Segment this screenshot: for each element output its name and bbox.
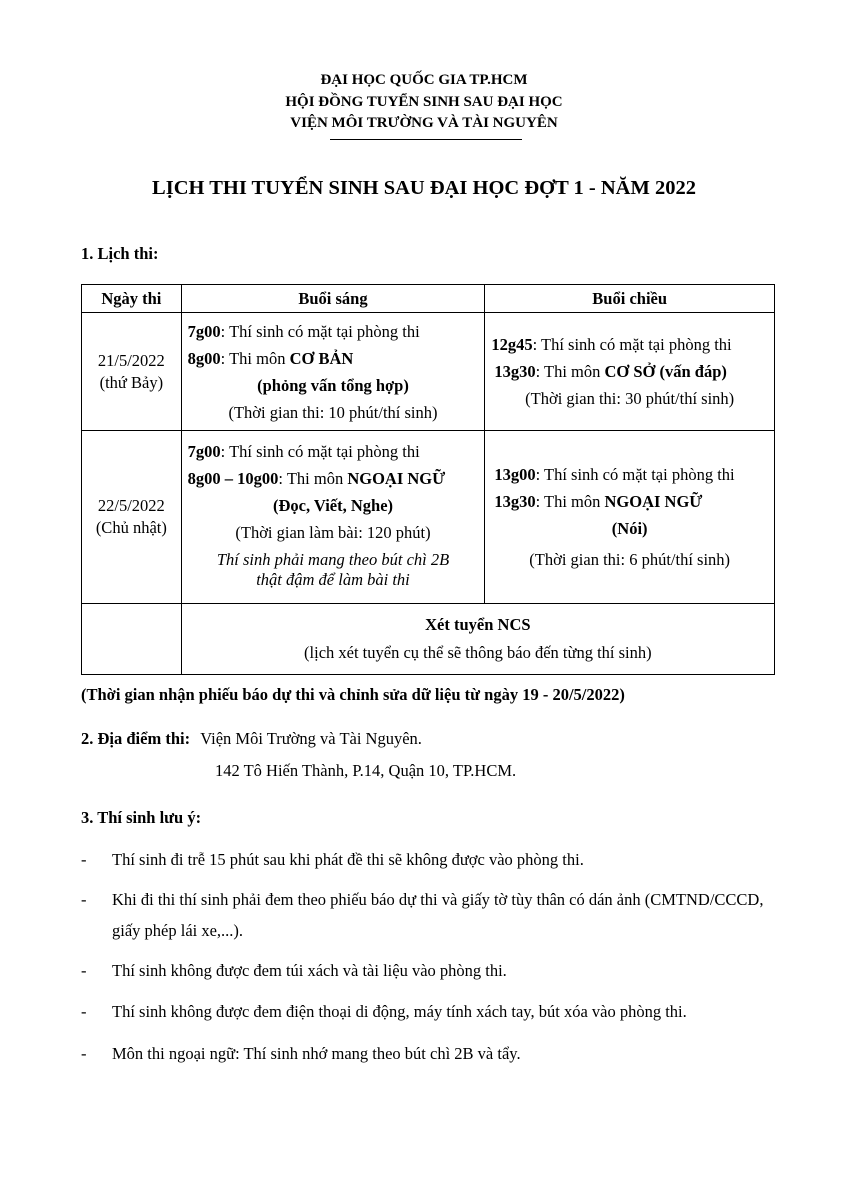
row2-am-note-line2: thật đậm để làm bài thi	[256, 570, 410, 589]
table-row	[82, 431, 775, 604]
row2-date: 22/5/2022	[97, 496, 165, 515]
row2-am-subject-detail: (Đọc, Viết, Nghe)	[272, 496, 394, 515]
row1-date-cell	[82, 313, 182, 431]
list-item	[81, 1038, 771, 1069]
list-item	[81, 884, 771, 946]
list-item	[81, 996, 771, 1027]
exam-location-name: Viện Môi Trường và Tài Nguyên.	[200, 729, 422, 748]
row2-pm-time2-text: : Thi môn	[535, 492, 605, 511]
row2-am-duration: (Thời gian làm bài: 120 phút)	[235, 523, 431, 542]
bullet-dash: -	[81, 850, 87, 869]
row2-pm-subject-detail: (Nói)	[611, 519, 648, 538]
row1-pm-time1-text: : Thí sinh có mặt tại phòng thi	[532, 335, 732, 354]
note-item-2: Khi đi thi thí sinh phải đem theo phiếu báo dự thi và giấy tờ tùy thân có dán ảnh (CMTND/CCCD, giấy phép lái xe,...).	[112, 890, 764, 940]
row2-am-time2: 8g00 – 10g00	[187, 469, 279, 488]
table-row	[82, 604, 775, 675]
row1-weekday: (thứ Bảy)	[99, 372, 164, 392]
exam-location-address: 142 Tô Hiến Thành, P.14, Quận 10, TP.HCM.	[215, 761, 517, 780]
row2-pm-subject: NGOẠI NGỮ	[604, 492, 703, 511]
row2-date-cell	[82, 431, 182, 604]
list-item	[81, 844, 771, 875]
row2-weekday: (Chủ nhật)	[95, 518, 167, 537]
bullet-dash: -	[81, 961, 87, 980]
row2-morning-cell	[181, 431, 485, 604]
row1-am-time1-text: : Thí sinh có mặt tại phòng thi	[220, 321, 420, 341]
bullet-dash: -	[81, 1002, 87, 1021]
row1-pm-duration: (Thời gian thi: 30 phút/thí sinh)	[525, 389, 735, 408]
header-council: HỘI ĐỒNG TUYỂN SINH SAU ĐẠI HỌC	[285, 93, 563, 110]
header-divider	[330, 139, 522, 140]
row1-pm-subject: CƠ SỞ (vấn đáp)	[604, 362, 727, 381]
exam-schedule-table	[81, 284, 775, 675]
row1-am-time1: 7g00	[187, 321, 221, 341]
header-university: ĐẠI HỌC QUỐC GIA TP.HCM	[320, 72, 528, 88]
bullet-dash: -	[81, 1044, 87, 1063]
row3-ncs-cell	[181, 604, 774, 675]
header-date: Ngày thi	[82, 285, 182, 313]
header-morning: Buổi sáng	[181, 285, 485, 313]
table-header-row	[82, 285, 775, 313]
section-1-title: 1. Lịch thi:	[81, 244, 159, 263]
row1-am-time2: 8g00	[187, 348, 221, 368]
row1-date: 21/5/2022	[97, 350, 165, 370]
row2-pm-time1-text: : Thí sinh có mặt tại phòng thi	[535, 465, 735, 484]
section-3-title: 3. Thí sinh lưu ý:	[81, 808, 202, 827]
row1-am-subject: CƠ BẢN	[289, 348, 354, 368]
header-afternoon: Buổi chiều	[485, 285, 775, 313]
document-title: LỊCH THI TUYỂN SINH SAU ĐẠI HỌC ĐỢT 1 - NĂM 2022	[152, 177, 696, 199]
row2-am-time1-text: : Thí sinh có mặt tại phòng thi	[220, 442, 420, 461]
row3-ncs-title: Xét tuyển NCS	[425, 615, 531, 634]
note-item-4: Thí sinh không được đem điện thoại di động, máy tính xách tay, bút xóa vào phòng thi.	[112, 1002, 687, 1021]
document-header	[0, 70, 848, 135]
row2-am-time2-text: : Thi môn	[278, 469, 348, 488]
row1-pm-time2: 13g30	[494, 362, 536, 381]
note-item-5: Môn thi ngoại ngữ: Thí sinh nhớ mang theo bút chì 2B và tẩy.	[112, 1044, 521, 1063]
row2-am-note-line1: Thí sinh phải mang theo bút chì 2B	[216, 550, 450, 569]
row2-pm-time2: 13g30	[494, 492, 536, 511]
bullet-dash: -	[81, 890, 87, 909]
header-institute: VIỆN MÔI TRƯỜNG VÀ TÀI NGUYÊN	[290, 115, 558, 131]
row2-pm-duration: (Thời gian thi: 6 phút/thí sinh)	[529, 550, 731, 569]
row1-morning-cell	[181, 313, 485, 431]
row2-pm-time1: 13g00	[494, 465, 536, 484]
row1-am-subject-detail: (phỏng vấn tổng hợp)	[257, 375, 409, 395]
row2-afternoon-cell	[485, 431, 775, 604]
exam-location	[81, 729, 422, 749]
row3-date-cell	[82, 604, 182, 675]
registration-note: (Thời gian nhận phiếu báo dự thi và chỉnh sửa dữ liệu từ ngày 19 - 20/5/2022)	[81, 685, 625, 704]
row1-am-duration: (Thời gian thi: 10 phút/thí sinh)	[228, 402, 438, 422]
note-item-1: Thí sinh đi trễ 15 phút sau khi phát đề thi sẽ không được vào phòng thi.	[112, 850, 584, 869]
row1-pm-time1: 12g45	[491, 335, 533, 354]
row3-ncs-text: (lịch xét tuyển cụ thể sẽ thông báo đến từng thí sinh)	[304, 643, 652, 662]
list-item	[81, 955, 771, 986]
row2-am-time1: 7g00	[187, 442, 221, 461]
section-2-title: 2. Địa điểm thi:	[81, 729, 191, 748]
note-item-3: Thí sinh không được đem túi xách và tài liệu vào phòng thi.	[112, 961, 507, 980]
row1-am-time2-text: : Thi môn	[220, 348, 290, 368]
row1-afternoon-cell	[485, 313, 775, 431]
row2-am-subject: NGOẠI NGỮ	[347, 469, 446, 488]
row1-pm-time2-text: : Thi môn	[535, 362, 605, 381]
table-row	[82, 313, 775, 431]
